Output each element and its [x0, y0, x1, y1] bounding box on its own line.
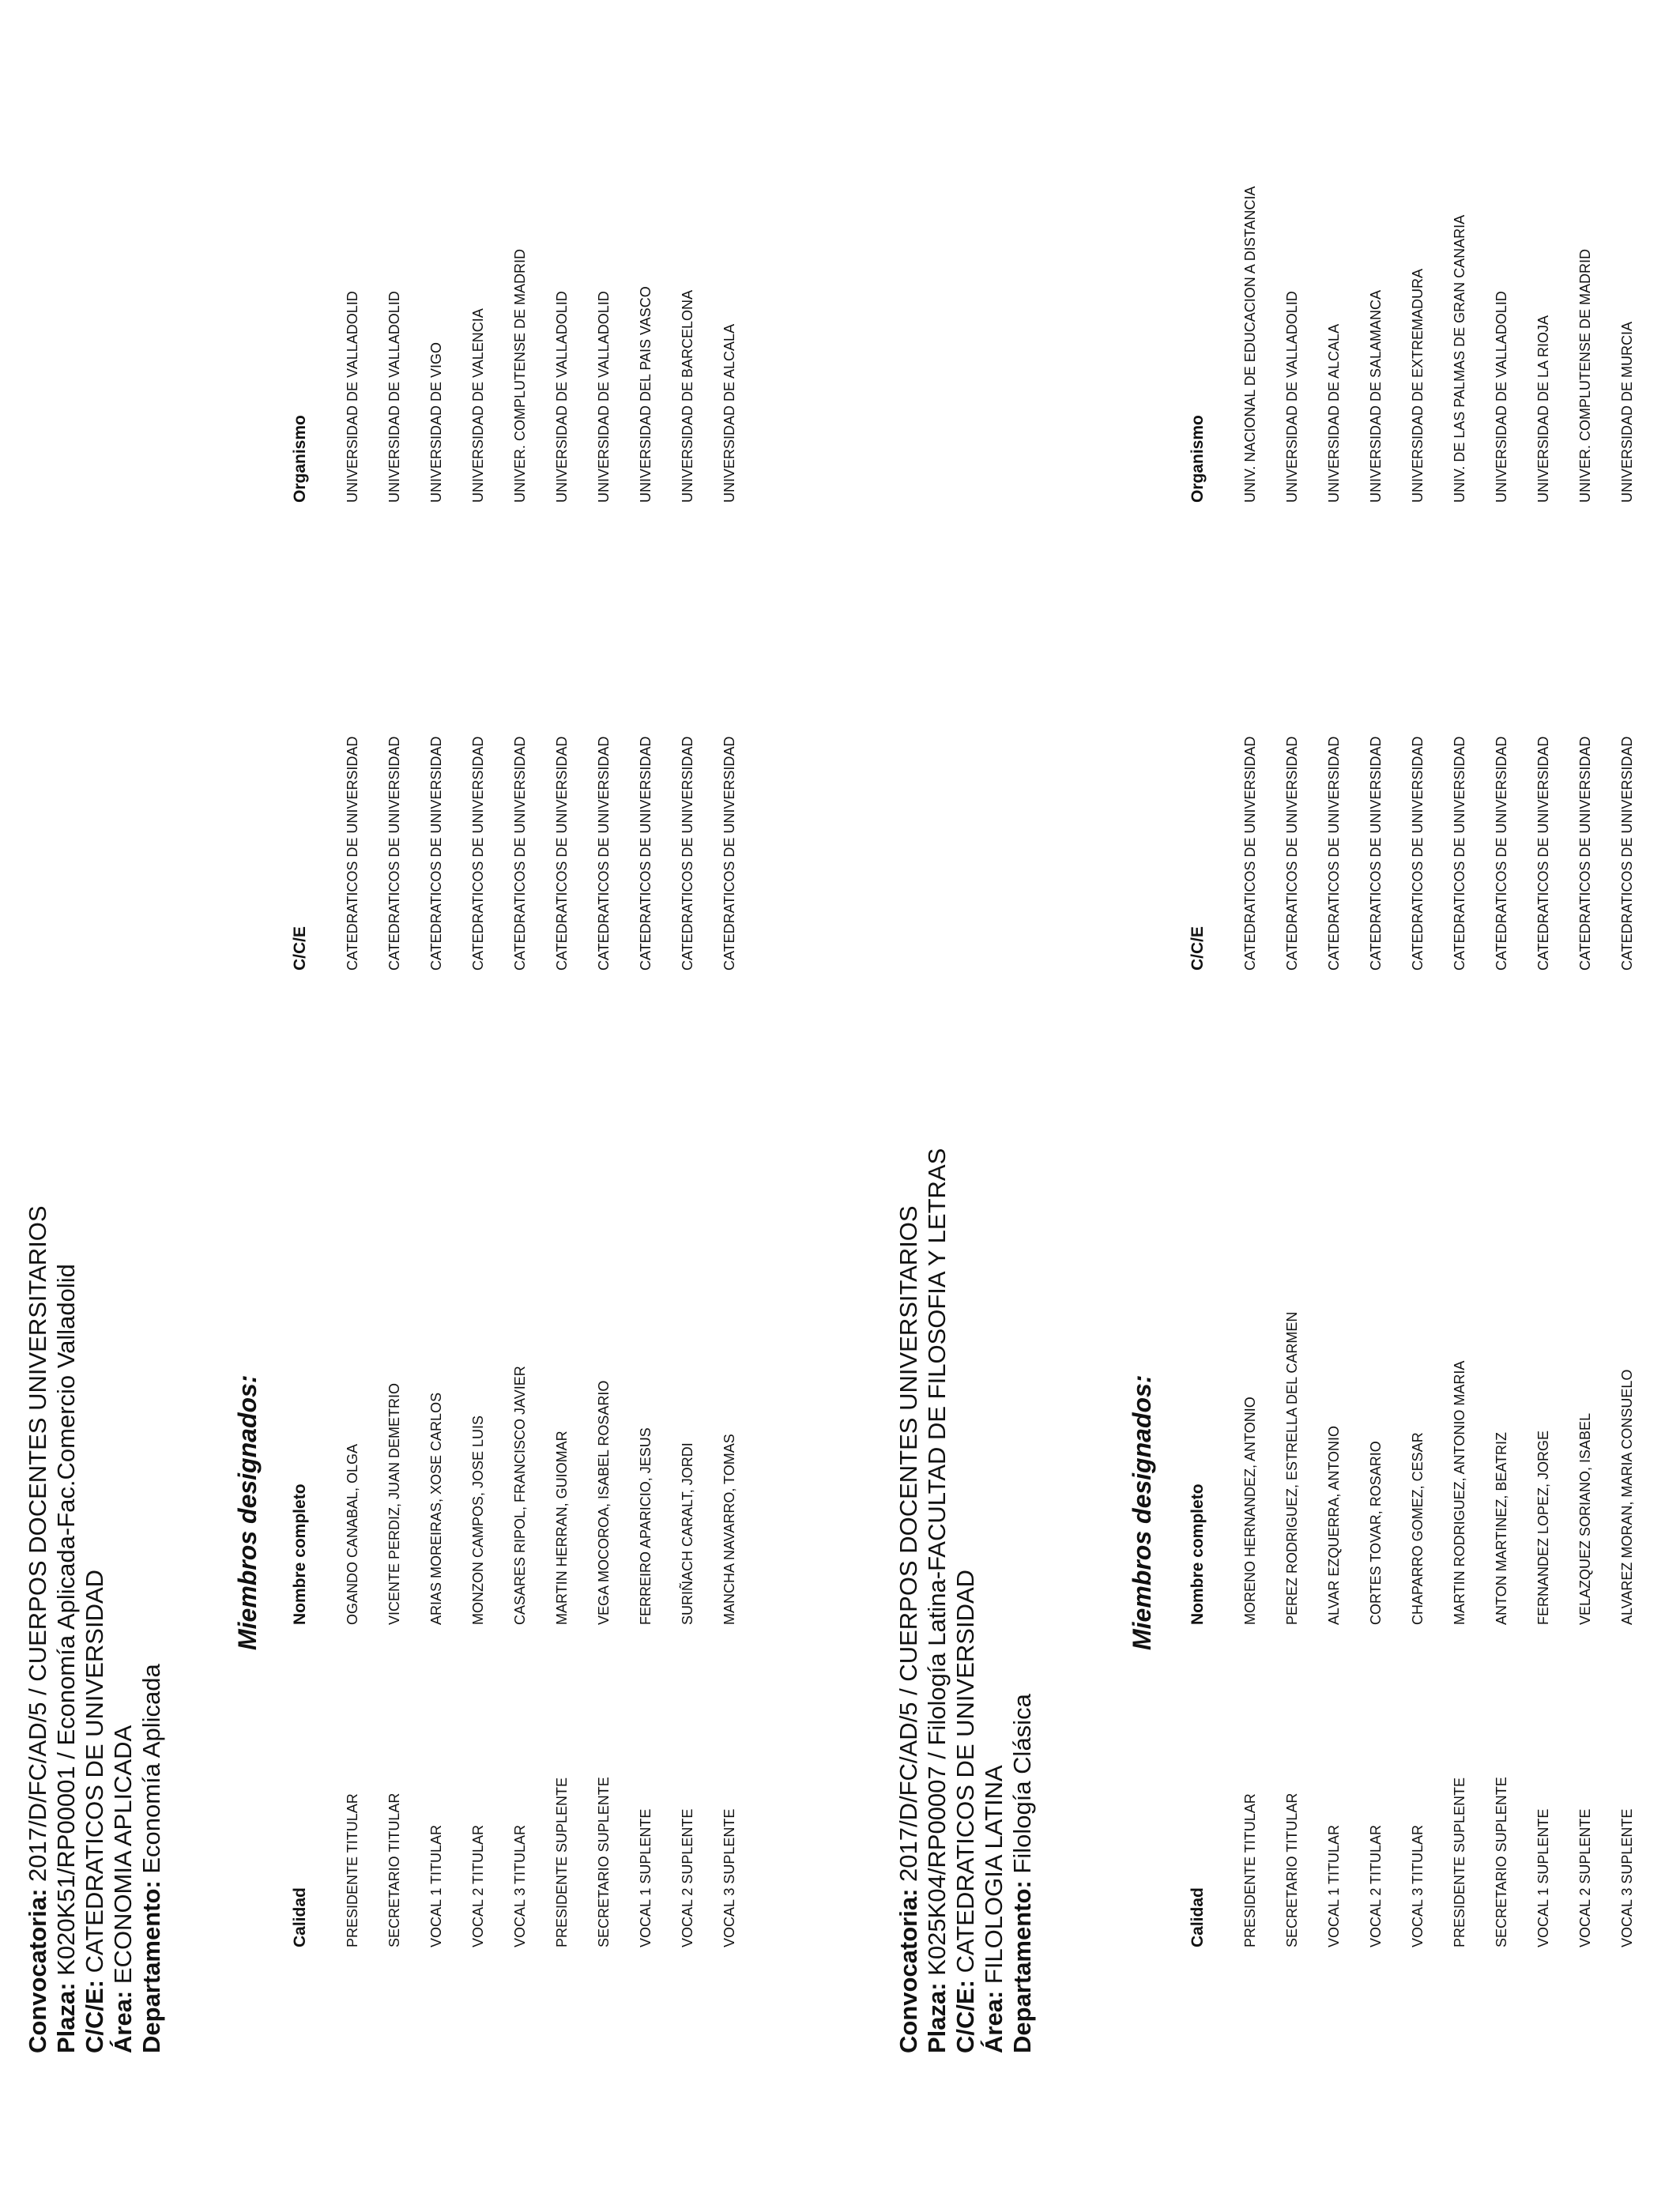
section-header — [24, 30, 166, 2053]
table-row — [678, 0, 702, 2194]
cell-calidad: SECRETARIO SUPLENTE — [1494, 1777, 1509, 1947]
table-row — [636, 0, 660, 2194]
cell-nombre: CHAPARRO GOMEZ, CESAR — [1410, 1432, 1426, 1625]
plaza-value: K025K04/RP00007 / Filología Latina-FACULTAD DE FILOSOFIA Y LETRAS — [923, 1148, 951, 1983]
cell-calidad: VOCAL 3 SUPLENTE — [1619, 1808, 1635, 1947]
cell-organismo: UNIVERSIDAD DE LA RIOJA — [1535, 315, 1551, 503]
cell-organismo: UNIVER. COMPLUTENSE DE MADRID — [512, 248, 528, 503]
col-calidad-header: Calidad — [291, 1887, 309, 1947]
cell-nombre: CASARES RIPOL, FRANCISCO JAVIER — [512, 1366, 528, 1625]
cell-cce: CATEDRATICOS DE UNIVERSIDAD — [428, 736, 444, 971]
departamento-line — [1008, 30, 1037, 2053]
cell-calidad: SECRETARIO TITULAR — [386, 1793, 402, 1947]
cell-nombre: FERNANDEZ LOPEZ, JORGE — [1535, 1430, 1551, 1625]
cell-nombre: ALVAREZ MORAN, MARIA CONSUELO — [1619, 1369, 1635, 1625]
table-row — [1534, 0, 1558, 2194]
members-title: Miembros designados: — [233, 1374, 262, 1650]
cell-organismo: UNIVERSIDAD DE VALLADOLID — [1284, 291, 1300, 503]
cell-cce: CATEDRATICOS DE UNIVERSIDAD — [386, 736, 402, 971]
area-line — [980, 30, 1008, 2053]
plaza-value: K020K51/RP00001 / Economía Aplicada-Fac.Comercio Valladolid — [52, 1264, 80, 1983]
cell-organismo: UNIVERSIDAD DE MURCIA — [1619, 321, 1635, 503]
cell-nombre: MORENO HERNANDEZ, ANTONIO — [1242, 1397, 1258, 1625]
cell-organismo: UNIVERSIDAD DE VALLADOLID — [554, 291, 570, 503]
table-row — [385, 0, 409, 2194]
table-row — [1324, 0, 1348, 2194]
cell-calidad: VOCAL 1 SUPLENTE — [1535, 1808, 1551, 1947]
cell-calidad: VOCAL 2 SUPLENTE — [680, 1808, 695, 1947]
cell-calidad: PRESIDENTE SUPLENTE — [554, 1777, 570, 1947]
cell-nombre: MANCHA NAVARRO, TOMAS — [721, 1434, 737, 1625]
cell-nombre: VELAZQUEZ SORIANO, ISABEL — [1577, 1412, 1593, 1625]
table-row — [1283, 0, 1306, 2194]
cell-cce: CATEDRATICOS DE UNIVERSIDAD — [1284, 736, 1300, 971]
departamento-line — [137, 30, 166, 2053]
table-row — [552, 0, 576, 2194]
cell-cce: CATEDRATICOS DE UNIVERSIDAD — [470, 736, 486, 971]
table-row — [720, 0, 744, 2194]
table-row — [1366, 0, 1390, 2194]
cce-line — [951, 30, 980, 2053]
cell-calidad: VOCAL 3 TITULAR — [512, 1824, 528, 1947]
col-organismo-header: Organismo — [1188, 415, 1207, 503]
cell-calidad: VOCAL 2 TITULAR — [470, 1824, 486, 1947]
cell-cce: CATEDRATICOS DE UNIVERSIDAD — [554, 736, 570, 971]
cell-calidad: VOCAL 1 TITULAR — [428, 1824, 444, 1947]
cell-nombre: SURIÑACH CARALT, JORDI — [680, 1442, 695, 1625]
convocatoria-value: 2017/D/FC/AD/5 / CUERPOS DOCENTES UNIVERSITARIOS — [24, 1205, 51, 1889]
plaza-line — [52, 30, 81, 2053]
col-cce-header: C/C/E — [1188, 925, 1207, 971]
convocatoria-label: Convocatoria: — [24, 1888, 51, 2053]
cell-calidad: VOCAL 2 TITULAR — [1368, 1824, 1384, 1947]
cell-nombre: VICENTE PERDIZ, JUAN DEMETRIO — [386, 1382, 402, 1625]
col-organismo-header: Organismo — [291, 415, 309, 503]
cell-nombre: OGANDO CANABAL, OLGA — [345, 1443, 360, 1625]
cell-calidad: VOCAL 1 SUPLENTE — [638, 1808, 654, 1947]
cell-nombre: MARTIN RODRIGUEZ, ANTONIO MARIA — [1452, 1360, 1467, 1625]
section-header — [895, 30, 1037, 2053]
cell-cce: CATEDRATICOS DE UNIVERSIDAD — [638, 736, 654, 971]
table-row — [343, 0, 367, 2194]
cell-organismo: UNIV. DE LAS PALMAS DE GRAN CANARIA — [1452, 214, 1467, 503]
plaza-label: Plaza: — [923, 1982, 951, 2053]
cce-label: C/C/E: — [951, 1980, 979, 2053]
table-row — [469, 0, 492, 2194]
cell-cce: CATEDRATICOS DE UNIVERSIDAD — [1242, 736, 1258, 971]
cell-cce: CATEDRATICOS DE UNIVERSIDAD — [345, 736, 360, 971]
cell-calidad: VOCAL 1 TITULAR — [1326, 1824, 1342, 1947]
cell-nombre: ARIAS MOREIRAS, XOSE CARLOS — [428, 1392, 444, 1625]
cell-nombre: ANTON MARTINEZ, BEATRIZ — [1494, 1431, 1509, 1625]
cell-organismo: UNIVERSIDAD DE VALLADOLID — [386, 291, 402, 503]
cell-nombre: ALVAR EZQUERRA, ANTONIO — [1326, 1425, 1342, 1625]
area-label: Área: — [980, 1990, 1008, 2053]
table-row — [1241, 0, 1264, 2194]
cell-calidad: SECRETARIO SUPLENTE — [596, 1777, 612, 1947]
cell-organismo: UNIVERSIDAD DE BARCELONA — [680, 289, 695, 503]
cell-nombre: MARTIN HERRAN, GUIOMAR — [554, 1431, 570, 1625]
table-row — [1618, 0, 1641, 2194]
cell-calidad: PRESIDENTE TITULAR — [345, 1793, 360, 1947]
area-value: ECONOMIA APLICADA — [109, 1725, 137, 1991]
departamento-label: Departamento: — [1008, 1880, 1036, 2053]
area-line — [109, 30, 137, 2053]
area-value: FILOLOGIA LATINA — [980, 1765, 1008, 1991]
cell-organismo: UNIVERSIDAD DE VIGO — [428, 341, 444, 503]
cell-calidad: VOCAL 3 SUPLENTE — [721, 1808, 737, 1947]
cell-organismo: UNIVERSIDAD DE VALENCIA — [470, 308, 486, 503]
cell-nombre: CORTES TOVAR, ROSARIO — [1368, 1441, 1384, 1625]
col-calidad-header: Calidad — [1188, 1887, 1207, 1947]
cce-value: CATEDRATICOS DE UNIVERSIDAD — [81, 1569, 108, 1980]
table-row — [1408, 0, 1432, 2194]
members-title: Miembros designados: — [1128, 1374, 1156, 1650]
cell-calidad: VOCAL 2 SUPLENTE — [1577, 1808, 1593, 1947]
cell-organismo: UNIVERSIDAD DEL PAIS VASCO — [638, 286, 654, 503]
plaza-label: Plaza: — [52, 1982, 80, 2053]
cell-cce: CATEDRATICOS DE UNIVERSIDAD — [596, 736, 612, 971]
cce-label: C/C/E: — [81, 1980, 108, 2053]
cell-organismo: UNIVERSIDAD DE VALLADOLID — [345, 291, 360, 503]
cell-cce: CATEDRATICOS DE UNIVERSIDAD — [1410, 736, 1426, 971]
table-row — [1450, 0, 1474, 2194]
table-row — [1576, 0, 1599, 2194]
departamento-label: Departamento: — [137, 1880, 165, 2053]
plaza-line — [923, 30, 951, 2053]
cell-nombre: FERREIRO APARICIO, JESUS — [638, 1427, 654, 1625]
cell-cce: CATEDRATICOS DE UNIVERSIDAD — [1619, 736, 1635, 971]
cell-cce: CATEDRATICOS DE UNIVERSIDAD — [1452, 736, 1467, 971]
cell-cce: CATEDRATICOS DE UNIVERSIDAD — [721, 736, 737, 971]
table-row — [510, 0, 534, 2194]
cce-line — [81, 30, 109, 2053]
cell-cce: CATEDRATICOS DE UNIVERSIDAD — [680, 736, 695, 971]
cell-cce: CATEDRATICOS DE UNIVERSIDAD — [1494, 736, 1509, 971]
cell-calidad: SECRETARIO TITULAR — [1284, 1793, 1300, 1947]
cell-nombre: MONZON CAMPOS, JOSE LUIS — [470, 1415, 486, 1625]
cell-calidad: VOCAL 3 TITULAR — [1410, 1824, 1426, 1947]
departamento-value: Filología Clásica — [1008, 1694, 1036, 1881]
cell-cce: CATEDRATICOS DE UNIVERSIDAD — [512, 736, 528, 971]
cell-organismo: UNIVERSIDAD DE VALLADOLID — [1494, 291, 1509, 503]
cell-nombre: VEGA MOCOROA, ISABEL ROSARIO — [596, 1380, 612, 1625]
cell-cce: CATEDRATICOS DE UNIVERSIDAD — [1577, 736, 1593, 971]
col-nombre-header: Nombre completo — [1188, 1483, 1207, 1625]
departamento-value: Economía Aplicada — [137, 1664, 165, 1881]
cell-organismo: UNIVER. COMPLUTENSE DE MADRID — [1577, 248, 1593, 503]
cell-organismo: UNIVERSIDAD DE SALAMANCA — [1368, 289, 1384, 503]
col-nombre-header: Nombre completo — [291, 1483, 309, 1625]
cell-organismo: UNIVERSIDAD DE EXTREMADURA — [1410, 268, 1426, 503]
cell-cce: CATEDRATICOS DE UNIVERSIDAD — [1535, 736, 1551, 971]
cell-organismo: UNIVERSIDAD DE VALLADOLID — [596, 291, 612, 503]
cell-cce: CATEDRATICOS DE UNIVERSIDAD — [1368, 736, 1384, 971]
cell-organismo: UNIVERSIDAD DE ALCALA — [721, 323, 737, 503]
cell-calidad: PRESIDENTE SUPLENTE — [1452, 1777, 1467, 1947]
cell-cce: CATEDRATICOS DE UNIVERSIDAD — [1326, 736, 1342, 971]
convocatoria-label: Convocatoria: — [895, 1888, 922, 2053]
area-label: Área: — [109, 1990, 137, 2053]
table-row — [594, 0, 618, 2194]
convocatoria-value: 2017/D/FC/AD/5 / CUERPOS DOCENTES UNIVERSITARIOS — [895, 1205, 922, 1889]
cell-organismo: UNIVERSIDAD DE ALCALA — [1326, 323, 1342, 503]
cce-value: CATEDRATICOS DE UNIVERSIDAD — [951, 1569, 979, 1980]
convocatoria-line — [24, 30, 52, 2053]
cell-nombre: PEREZ RODRIGUEZ, ESTRELLA DEL CARMEN — [1284, 1311, 1300, 1625]
convocatoria-line — [895, 30, 923, 2053]
table-row — [1492, 0, 1516, 2194]
cell-organismo: UNIV. NACIONAL DE EDUCACION A DISTANCIA — [1242, 186, 1258, 503]
table-row — [427, 0, 450, 2194]
cell-calidad: PRESIDENTE TITULAR — [1242, 1793, 1258, 1947]
col-cce-header: C/C/E — [291, 925, 309, 971]
